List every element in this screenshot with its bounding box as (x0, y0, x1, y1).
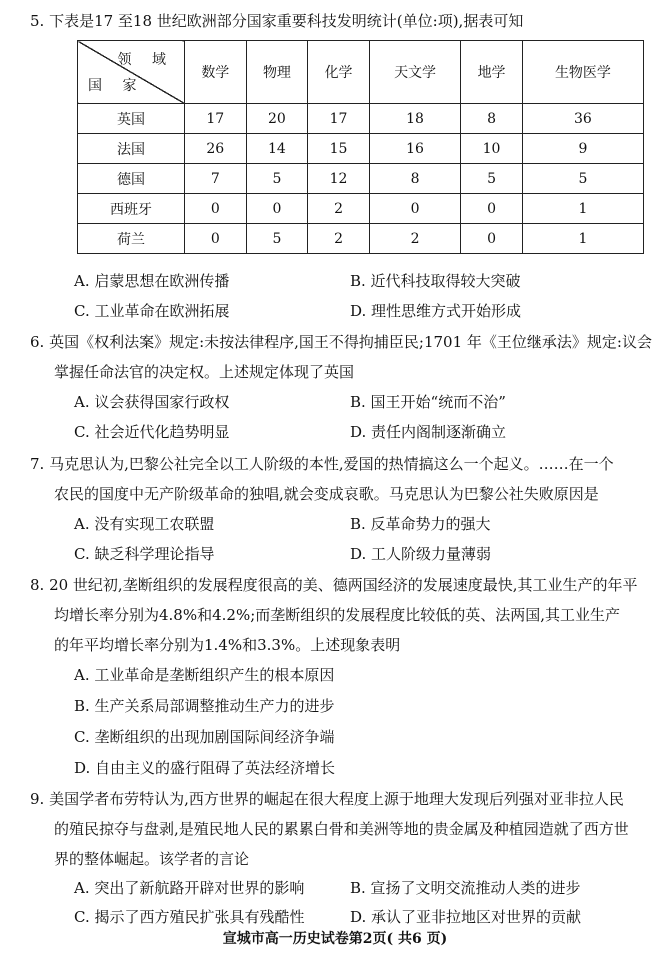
q9-stem-line-3: 界的整体崛起。该学者的言论 (54, 850, 250, 868)
table-cell: 2 (308, 194, 370, 224)
column-header: 生物医学 (522, 41, 643, 104)
q7-option-a[interactable]: A. 没有实现工农联盟 (74, 515, 215, 533)
table-cell: 36 (522, 104, 643, 134)
q7-option-d[interactable]: D. 工人阶级力量薄弱 (350, 545, 492, 563)
column-header: 地学 (461, 41, 523, 104)
column-header: 物理 (246, 41, 308, 104)
table-cell: 16 (369, 134, 460, 164)
q9-stem-line-2: 的殖民掠夺与盘剥,是殖民地人民的累累白骨和美洲等地的贵金属及种植园造就了西方世 (54, 820, 629, 838)
corner-label-country: 国 家 (88, 78, 145, 94)
row-country: 德国 (78, 164, 185, 194)
q8-option-c[interactable]: C. 垄断组织的出现加剧国际间经济争端 (74, 728, 335, 746)
table-row (78, 224, 644, 254)
table-cell: 5 (461, 164, 523, 194)
row-country: 西班牙 (78, 194, 185, 224)
column-header: 天文学 (369, 41, 460, 104)
q5-option-c[interactable]: C. 工业革命在欧洲拓展 (74, 302, 230, 320)
table-cell: 26 (185, 134, 247, 164)
q5-options-row-2 (74, 296, 660, 326)
q5-option-d[interactable]: D. 理性思维方式开始形成 (350, 302, 522, 320)
q6-options-row-2 (74, 417, 660, 447)
column-header: 化学 (308, 41, 370, 104)
q7-options-row-2 (74, 539, 660, 569)
table-cell: 5 (522, 164, 643, 194)
row-country: 荷兰 (78, 224, 185, 254)
q7-option-b[interactable]: B. 反革命势力的强大 (350, 515, 491, 533)
q7-stem-line-1: 7. 马克思认为,巴黎公社完全以工人阶级的本性,爱国的热情搞这么一个起义。……在一个 (30, 455, 614, 473)
row-country: 英国 (78, 104, 185, 134)
table-cell: 0 (461, 224, 523, 254)
q7-options-row-1 (74, 509, 660, 539)
q7-option-c[interactable]: C. 缺乏科学理论指导 (74, 545, 215, 563)
q9-option-b[interactable]: B. 宣扬了文明交流推动人类的进步 (350, 879, 581, 897)
q8-stem-line-2: 均增长率分别为4.8%和4.2%;而垄断组织的发展程度比较低的英、法两国,其工业生产 (54, 606, 621, 624)
q6-stem-line-2: 掌握任命法官的决定权。上述规定体现了英国 (54, 363, 355, 381)
q9-options-row-1 (74, 873, 660, 903)
q5-option-b[interactable]: B. 近代科技取得较大突破 (350, 272, 521, 290)
table-cell: 17 (308, 104, 370, 134)
table-cell: 0 (185, 194, 247, 224)
table-row (78, 134, 644, 164)
table-cell: 2 (308, 224, 370, 254)
table-cell: 9 (522, 134, 643, 164)
table-cell: 0 (246, 194, 308, 224)
table-cell: 5 (246, 224, 308, 254)
q6-options-row-1 (74, 387, 660, 417)
table-cell: 2 (369, 224, 460, 254)
table-cell: 8 (369, 164, 460, 194)
table-cell: 15 (308, 134, 370, 164)
q6-option-c[interactable]: C. 社会近代化趋势明显 (74, 423, 230, 441)
table-cell: 1 (522, 194, 643, 224)
q6-stem-line-1: 6. 英国《权利法案》规定:未按法律程序,国王不得拘捕臣民;1701 年《王位继承法》规定:议会 (30, 333, 652, 351)
q8-stem-line-1: 8. 20 世纪初,垄断组织的发展程度很高的美、德两国经济的发展速度最快,其工业生产的年平 (30, 576, 638, 594)
q9-option-c[interactable]: C. 揭示了西方殖民扩张具有残酷性 (74, 908, 305, 926)
table-cell: 1 (522, 224, 643, 254)
q5-option-a[interactable]: A. 启蒙思想在欧洲传播 (74, 272, 230, 290)
table-corner-cell (78, 41, 185, 104)
table-cell: 12 (308, 164, 370, 194)
q5-table (77, 40, 644, 254)
q8-option-b[interactable]: B. 生产关系局部调整推动生产力的进步 (74, 697, 335, 715)
row-country: 法国 (78, 134, 185, 164)
q8-option-d[interactable]: D. 自由主义的盛行阻碍了英法经济增长 (74, 759, 336, 777)
q6-option-a[interactable]: A. 议会获得国家行政权 (74, 393, 230, 411)
q9-stem-line-1: 9. 美国学者布劳特认为,西方世界的崛起在很大程度上源于地理大发现后列强对亚非拉人民 (30, 790, 624, 808)
table-cell: 0 (369, 194, 460, 224)
table-cell: 0 (461, 194, 523, 224)
page-footer: 宣城市高一历史试卷第2页( 共6 页) (222, 931, 448, 947)
table-cell: 14 (246, 134, 308, 164)
q9-option-d[interactable]: D. 承认了亚非拉地区对世界的贡献 (350, 908, 582, 926)
table-cell: 20 (246, 104, 308, 134)
table-header-row (78, 41, 644, 104)
table-cell: 10 (461, 134, 523, 164)
q6-option-d[interactable]: D. 责任内阁制逐渐确立 (350, 423, 507, 441)
table-row (78, 194, 644, 224)
q6-option-b[interactable]: B. 国王开始“统而不治” (350, 393, 506, 411)
table-row (78, 164, 644, 194)
table-cell: 18 (369, 104, 460, 134)
q7-stem-line-2: 农民的国度中无产阶级革命的独唱,就会变成哀歌。马克思认为巴黎公社失败原因是 (54, 485, 599, 503)
q5-options-row-1 (74, 266, 660, 296)
q9-option-a[interactable]: A. 突出了新航路开辟对世界的影响 (74, 879, 305, 897)
q8-stem-line-3: 的年平均增长率分别为1.4%和3.3%。上述现象表明 (54, 636, 401, 654)
table-cell: 17 (185, 104, 247, 134)
table-cell: 0 (185, 224, 247, 254)
column-header: 数学 (185, 41, 247, 104)
table-row (78, 104, 644, 134)
q8-option-a[interactable]: A. 工业革命是垄断组织产生的根本原因 (74, 666, 335, 684)
table-cell: 5 (246, 164, 308, 194)
table-cell: 8 (461, 104, 523, 134)
q5-stem: 5. 下表是17 至18 世纪欧洲部分国家重要科技发明统计(单位:项),据表可知 (30, 12, 524, 30)
corner-label-field: 领 域 (117, 52, 174, 68)
table-cell: 7 (185, 164, 247, 194)
